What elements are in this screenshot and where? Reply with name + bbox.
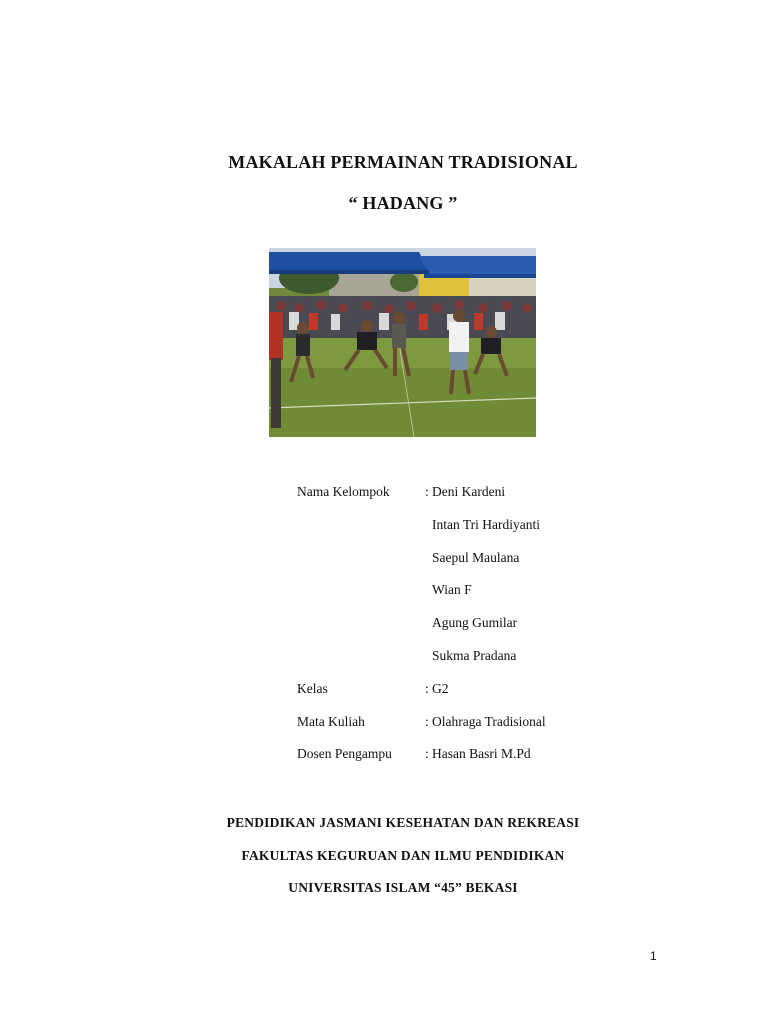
university-name: UNIVERSITAS ISLAM “45” BEKASI — [288, 880, 518, 895]
separator: : — [425, 484, 429, 499]
lecturer-value: Hasan Basri M.Pd — [432, 746, 531, 762]
separator: : — [425, 713, 429, 729]
member-name: Saepul Maulana — [432, 549, 520, 565]
cover-photo — [269, 248, 536, 437]
document-title: MAKALAH PERMAINAN TRADISIONAL — [228, 152, 578, 172]
separator: : — [425, 746, 429, 762]
member-name: Deni Kardeni — [432, 484, 506, 499]
class-value: G2 — [432, 680, 449, 696]
department-name: PENDIDIKAN JASMANI KESEHATAN DAN REKREASI — [226, 815, 580, 830]
member-name: Sukma Pradana — [432, 647, 517, 663]
member-name: Intan Tri Hardiyanti — [432, 516, 540, 532]
member-name: Agung Gumilar — [432, 615, 518, 631]
course-label: Mata Kuliah — [297, 713, 365, 729]
member-name: Wian F — [432, 582, 472, 598]
page-number: 1 — [650, 949, 657, 963]
separator: : — [425, 680, 429, 696]
course-value: Olahraga Tradisional — [432, 713, 546, 729]
lecturer-label: Dosen Pengampu — [297, 746, 392, 762]
group-label: Nama Kelompok — [297, 484, 390, 499]
document-subtitle: “ HADANG ” — [348, 193, 458, 213]
class-label: Kelas — [297, 680, 328, 696]
faculty-name: FAKULTAS KEGURUAN DAN ILMU PENDIDIKAN — [241, 848, 565, 863]
